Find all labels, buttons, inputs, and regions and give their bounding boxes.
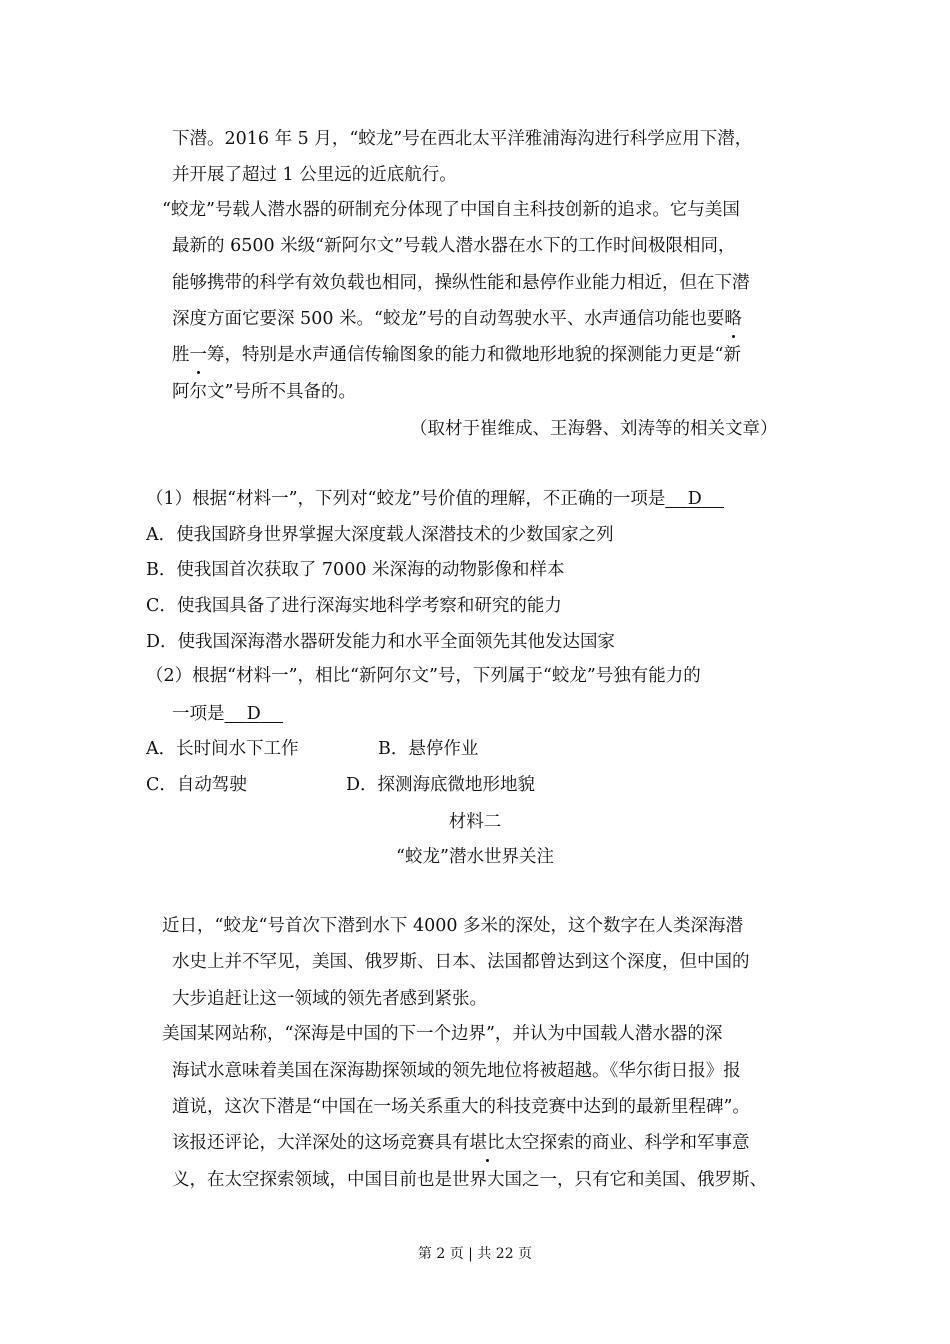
m1-line-3: “蛟龙”号载人潜水器的研制充分体现了中国自主科技创新的追求。它与美国 (162, 200, 740, 220)
q1-option-c: C．使我国具备了进行深海实地科学考察和研究的能力 (146, 596, 562, 616)
q2-answer (225, 704, 284, 724)
q2-option-c: C．自动驾驶 (146, 775, 247, 795)
m2-heading: 材料二 (448, 812, 502, 832)
m1-line-8: 阿尔文”号所不具备的。 (172, 382, 356, 402)
m2-line-7 (172, 1131, 750, 1155)
m2-line-7-pre: 该报还评论，大洋深处的这场竞赛具有 (172, 1133, 470, 1153)
m2-line-3: 大步追赶让这一领域的领先者感到紧张。 (172, 989, 487, 1009)
m2-line-2: 水史上并不罕见，美国、俄罗斯、日本、法国都曾达到这个深度，但中国的 (172, 952, 750, 972)
q1-option-b: B．使我国首次获取了 7000 米深海的动物影像和样本 (146, 560, 565, 580)
q1-stem-text: （1）根据“材料一”，下列对“蛟龙”号价值的理解，不正确的一项是 (146, 489, 666, 509)
m2-line-6: 道说，这次下潜是“中国在一场关系重大的科技竞赛中达到的最新里程碑”。 (172, 1097, 750, 1117)
q1-option-d: D．使我国深海潜水器研发能力和水平全面领先其他发达国家 (146, 632, 616, 652)
q2-stem-line-1: （2）根据“材料一”，相比“新阿尔文”号，下列属于“蛟龙”号独有能力的 (146, 666, 701, 686)
emphasis-char: 略 (724, 309, 742, 329)
q2-option-b: B．悬停作业 (378, 739, 479, 759)
m1-line-7-text: ，特别是水声通信传输图象的能力和微地形地貌的探测能力更是“新 (224, 345, 741, 365)
m1-line-4: 最新的 6500 米级“新阿尔文”号载人潜水器在水下的工作时间极限相同， (172, 236, 736, 256)
m1-line-6 (172, 307, 742, 331)
m1-line-5: 能够携带的科学有效负载也相同，操纵性能和悬停作业能力相近，但在下潜 (172, 273, 750, 293)
emphasis-phrase-2: 堪比 (469, 1133, 505, 1153)
page-footer: 第 2 页 | 共 22 页 (417, 1246, 533, 1262)
q2-stem-line-2 (172, 702, 283, 726)
q2-option-a: A．长时间水下工作 (146, 739, 299, 759)
emphasis-phrase: 胜一筹 (172, 345, 225, 365)
q2-stem-text: 一项是 (172, 704, 225, 724)
m1-source: （取材于崔维成、王海磐、刘涛等的相关文章） (410, 419, 778, 439)
q1-option-a: A．使我国跻身世界掌握大深度载人深潜技术的少数国家之列 (146, 525, 614, 545)
m2-line-7-post: 太空探索的商业、科学和军事意 (504, 1133, 750, 1153)
m2-line-5: 海试水意味着美国在深海勘探领域的领先地位将被超越。《华尔街日报》报 (172, 1061, 741, 1081)
m1-line-1: 下潜。2016 年 5 月，“蛟龙”号在西北太平洋雅浦海沟进行科学应用下潜， (172, 129, 753, 149)
q1-answer-letter: D (687, 489, 702, 509)
q2-answer-letter: D (246, 704, 261, 724)
m2-line-4: 美国某网站称，“深海是中国的下一个边界”，并认为中国载人潜水器的深 (162, 1024, 723, 1044)
q1-stem (146, 487, 724, 511)
m1-line-6-text: 深度方面它要深 500 米。“蛟龙”号的自动驾驶水平、水声通信功能也要 (172, 309, 725, 329)
m2-line-8: 义，在太空探索领域，中国目前也是世界大国之一，只有它和美国、俄罗斯、 (172, 1170, 767, 1190)
m1-line-7 (172, 343, 741, 367)
m1-line-2: 并开展了超过 1 公里远的近底航行。 (172, 165, 457, 185)
q1-answer (665, 489, 724, 509)
q2-option-d: D．探测海底微地形地貌 (346, 775, 536, 795)
m2-line-1: 近日，“蛟龙“号首次下潜到水下 4000 多米的深处，这个数字在人类深海潜 (162, 916, 744, 936)
m2-title: “蛟龙”潜水世界关注 (396, 847, 554, 867)
